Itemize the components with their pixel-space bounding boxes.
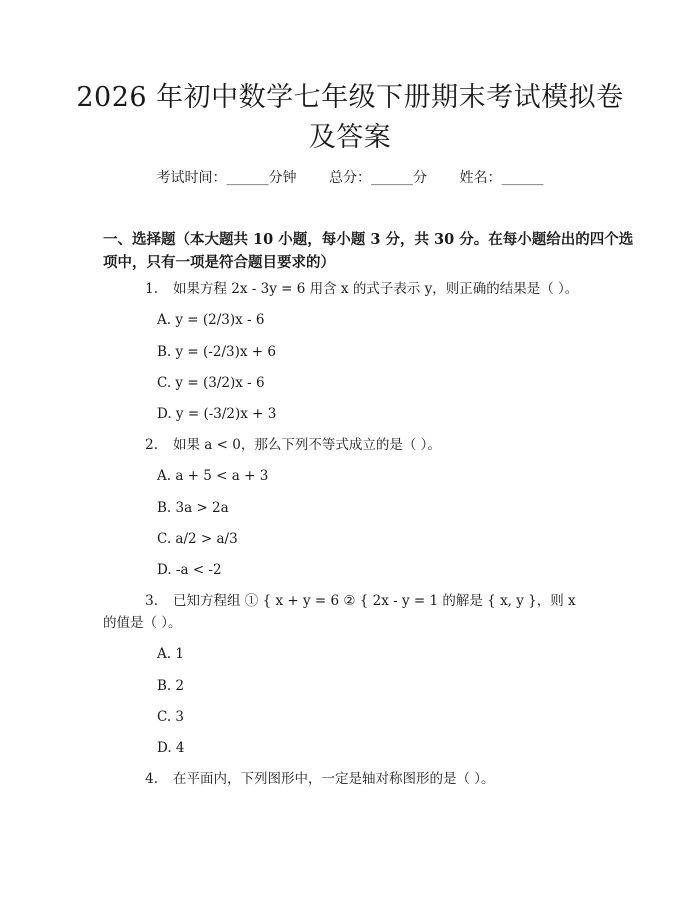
student-name: 姓名：______ — [459, 170, 544, 186]
exam-score: 总分：______分 — [329, 170, 427, 186]
exam-title-line1: 2026 年初中数学七年级下册期末考试模拟卷 — [76, 82, 624, 113]
question-stem: 在平面内，下列图形中，一定是轴对称图形的是（ ）。 — [173, 771, 495, 787]
question-stem-line2: 的值是（ ）。 — [103, 615, 182, 631]
option-b: B. 2 — [157, 678, 185, 694]
option-a: A. a + 5 < a + 3 — [157, 468, 269, 484]
option-a: A. y = (2/3)x - 6 — [157, 312, 265, 328]
section-heading-line2: 项中，只有一项是符合题目要求的） — [103, 254, 335, 271]
question-number: 2. — [145, 437, 158, 453]
section-heading-line1: 一、选择题（本大题共 10 小题，每小题 3 分，共 30 分。在每小题给出的四个选 — [103, 231, 634, 248]
question-stem: 如果 a < 0，那么下列不等式成立的是（ ）。 — [173, 437, 441, 453]
question-2 — [103, 434, 595, 456]
option-a: A. 1 — [157, 646, 184, 662]
question-1 — [103, 278, 595, 300]
question-3-continued — [103, 612, 595, 634]
option-d: D. -a < -2 — [157, 562, 222, 578]
question-4 — [103, 768, 595, 790]
exam-time: 考试时间：______分钟 — [156, 170, 297, 186]
question-number: 1. — [145, 281, 158, 297]
section-heading — [103, 228, 634, 274]
question-number: 4. — [145, 771, 158, 787]
option-b: B. y = (-2/3)x + 6 — [157, 344, 276, 360]
option-c: C. a/2 > a/3 — [157, 531, 238, 547]
exam-meta — [0, 168, 700, 188]
option-b: B. 3a > 2a — [157, 500, 229, 516]
option-d: D. y = (-3/2)x + 3 — [157, 406, 277, 422]
option-c: C. y = (3/2)x - 6 — [157, 375, 265, 391]
question-list — [103, 278, 595, 790]
option-c: C. 3 — [157, 709, 185, 725]
question-3 — [103, 590, 595, 612]
question-stem-line1: 已知方程组 ① { x + y = 6 ② { 2x - y = 1 的解是 { x, y }，则 x — [173, 593, 576, 609]
question-number: 3. — [145, 593, 158, 609]
exam-title-line2: 及答案 — [308, 122, 392, 153]
exam-title — [0, 78, 700, 158]
option-d: D. 4 — [157, 740, 185, 756]
question-stem: 如果方程 2x - 3y = 6 用含 x 的式子表示 y，则正确的结果是（ ）。 — [173, 281, 579, 297]
